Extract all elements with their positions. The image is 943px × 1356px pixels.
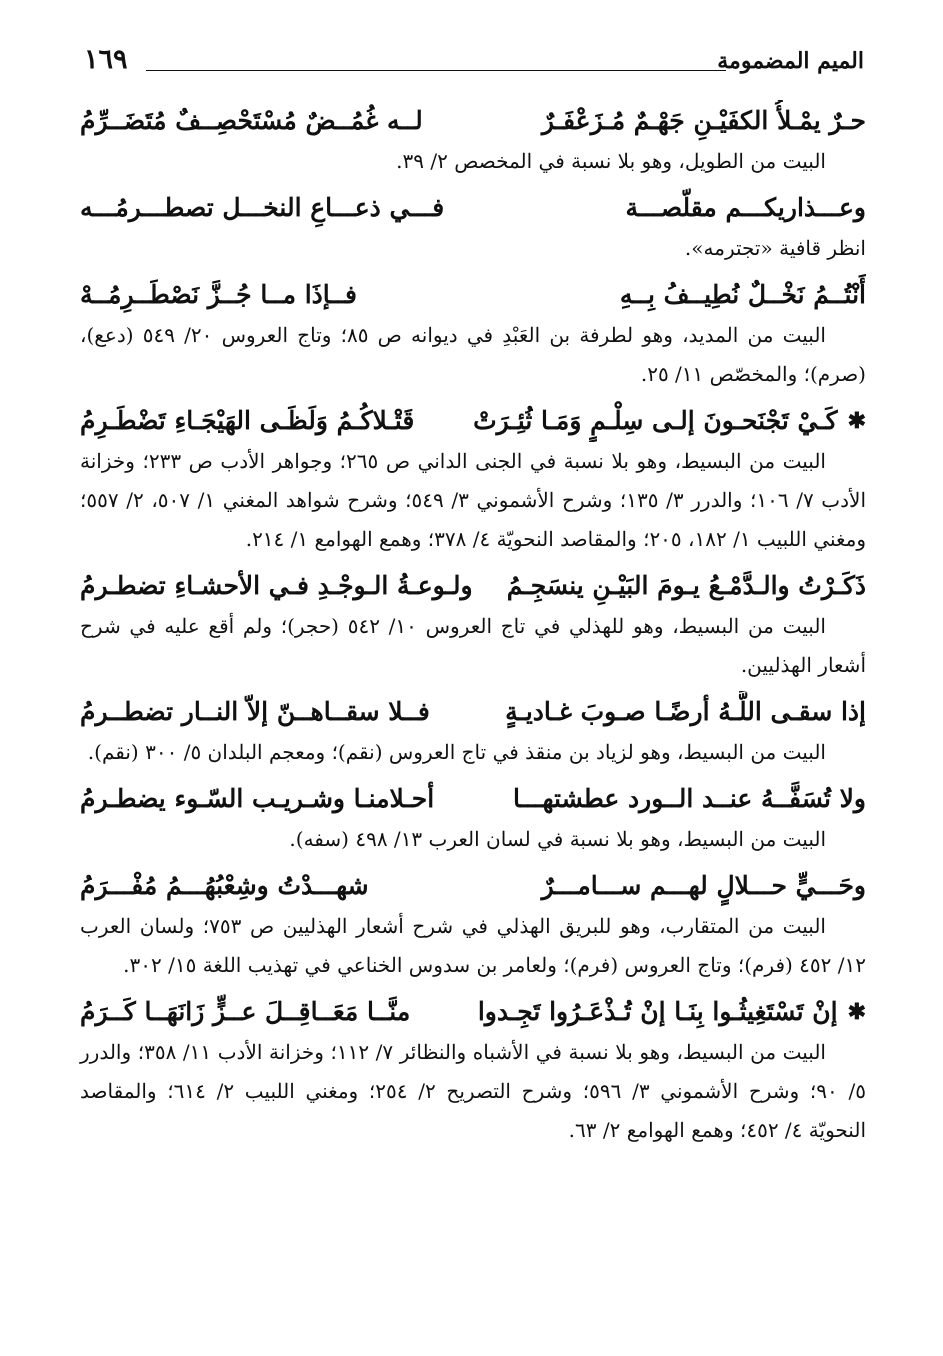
hemistich-left: شهـــدْتُ وشِعْبُهُـــمُ مُفْـــرَمُ — [80, 871, 369, 900]
page-body — [80, 100, 866, 1156]
page-header — [84, 44, 864, 84]
verse-note: البيت من البسيط، وهو بلا نسبة في لسان العرب ١٣/ ٤٩٨ (سفه). — [289, 827, 826, 851]
verse-note: انظر قافية «تجترمه». — [684, 236, 866, 260]
verse-note: البيت من البسيط، وهو بلا نسبة في الأشباه والنظائر ٧/ ١١٢؛ وخزانة الأدب ١١/ ٣٥٨؛ والدرر ٥/ ٩٠؛ وشرح الأشموني ٣/ ٥٩٦؛ وشرح التصريح ٢/ ٢٥٤؛ ومغني اللبيب ٢/ ٦١٤؛ والمقاصد النحويّة ٤/ ٤٥٢؛ وهمع الهوامع ٢/ ٦٣. — [80, 1040, 866, 1142]
verse-note: البيت من البسيط، وهو لزياد بن منقذ في تاج العروس (نقم)؛ ومعجم البلدان ٥/ ٣٠٠ (نقم). — [87, 740, 826, 764]
hemistich-left: فــإذَا مــا جُــزَّ نَصْطَــرِمُــهْ — [80, 280, 357, 309]
entry — [80, 274, 866, 394]
hemistich-right-text: إنْ تَسْتَغِيثُـوا بِنَـا إنْ تُـذْعَـرُوا تَجِـدوا — [477, 997, 838, 1026]
verse-line — [80, 274, 866, 316]
entry — [80, 100, 866, 181]
verse-note: البيت من المديد، وهو لطرفة بن العَبْدِ في ديوانه ص ٨٥؛ وتاج العروس ٢٠/ ٥٤٩ (دعع)، (صرم)؛ والمخصّص ١١/ ٢٥. — [80, 323, 866, 386]
hemistich-right: ولا تُسَفَّــهُ عنــد الــورد عطشتهـــا — [512, 784, 866, 813]
hemistich-left: أحـلامنـا وشـريـب السّـوء يضطـرمُ — [80, 784, 435, 813]
hemistich-left: فــلا سقــاهــنّ إلاّ النــار تضطــرمُ — [80, 697, 430, 726]
verse-note: البيت من البسيط، وهو بلا نسبة في الجنى الداني ص ٢٦٥؛ وجواهر الأدب ص ٢٣٣؛ وخزانة الأدب ٧/ ١٠٦؛ والدرر ٣/ ١٣٥؛ وشرح الأشموني ٣/ ٥٤٩؛ وشرح شواهد المغني ١/ ٥٠٧، ٢/ ٥٥٧؛ ومغني اللبيب ١/ ١٨٢، ٢٠٥؛ والمقاصد النحويّة ٤/ ٣٧٨؛ وهمع الهوامع ١/ ٢١٤. — [80, 449, 866, 551]
chapter-title: الميم المضمومة — [717, 48, 864, 74]
header-rule — [146, 70, 726, 71]
hemistich-left: فـــي ذعـــاعِ النخـــل تصطـــرمُـــه — [80, 193, 445, 222]
hemistich-right: ذَكَـرْتُ والـدَّمْـعُ يـومَ البَيْـنِ ينسَجِـمُ — [506, 571, 866, 600]
verse-note: البيت من البسيط، وهو للهذلي في تاج العروس ١٠/ ٥٤٢ (حجر)؛ ولم أقع عليه في شرح أشعار الهذليين. — [80, 614, 866, 677]
page-number: ١٦٩ — [84, 44, 128, 75]
hemistich-right: وحَـــيٍّ حـــلالٍ لهـــم ســـامـــرٌ — [541, 871, 866, 900]
star-marker: ✱ — [847, 408, 866, 434]
entry — [80, 400, 866, 559]
hemistich-left: ولـوعـةُ الـوجْـدِ فـي الأحشـاءِ تضطـرمُ — [80, 571, 473, 600]
verse-line — [80, 400, 866, 442]
hemistich-right: حـرٌ يمْـلأُ الكفَيْـنِ جَهْـمٌ مُـزَعْفَـرٌ — [541, 106, 866, 135]
hemistich-right: إذا سقـى اللَّـهُ أرضًـا صـوبَ غـاديـةٍ — [505, 697, 866, 726]
verse-note: البيت من الطويل، وهو بلا نسبة في المخصص ٢/ ٣٩. — [396, 149, 826, 173]
hemistich-right — [473, 400, 866, 442]
hemistich-right — [478, 991, 866, 1033]
entry — [80, 991, 866, 1150]
entry — [80, 778, 866, 859]
hemistich-right: وعـــذاريكـــم مقلّصـــة — [625, 193, 866, 222]
hemistich-right: أَنْتُــمُ نَخْــلٌ نُطِيــفُ بِــهِ — [619, 280, 866, 309]
verse-line — [80, 691, 866, 733]
hemistich-left: قَتْـلاكُـمُ وَلَظَـى الهَيْجَـاءِ تَضْطَـرِمُ — [80, 406, 415, 435]
verse-line — [80, 865, 866, 907]
verse-line — [80, 187, 866, 229]
star-marker: ✱ — [847, 999, 866, 1025]
verse-line — [80, 100, 866, 142]
entry — [80, 187, 866, 268]
hemistich-left: لــه غُمُــضٌ مُسْتَحْصِــفٌ مُتَضَــرِّمُ — [80, 106, 423, 135]
verse-note: البيت من المتقارب، وهو للبريق الهذلي في شرح أشعار الهذليين ص ٧٥٣؛ ولسان العرب ١٢/ ٤٥٢ (فرم)؛ وتاج العروس (فرم)؛ ولعامر بن سدوس الخناعي في تهذيب اللغة ١٥/ ٣٠٢. — [80, 914, 866, 977]
hemistich-right-text: كَـيْ تَجْنَحـونَ إلـى سِلْـمٍ وَمَـا ثُئِـرَتْ — [473, 406, 838, 435]
verse-line — [80, 991, 866, 1033]
entry — [80, 691, 866, 772]
hemistich-left: منَّــا مَعَــاقِــلَ عــزٍّ زَانَهَــا كَــرَمُ — [80, 997, 411, 1026]
entry — [80, 865, 866, 985]
entry — [80, 565, 866, 685]
verse-line — [80, 565, 866, 607]
verse-line — [80, 778, 866, 820]
